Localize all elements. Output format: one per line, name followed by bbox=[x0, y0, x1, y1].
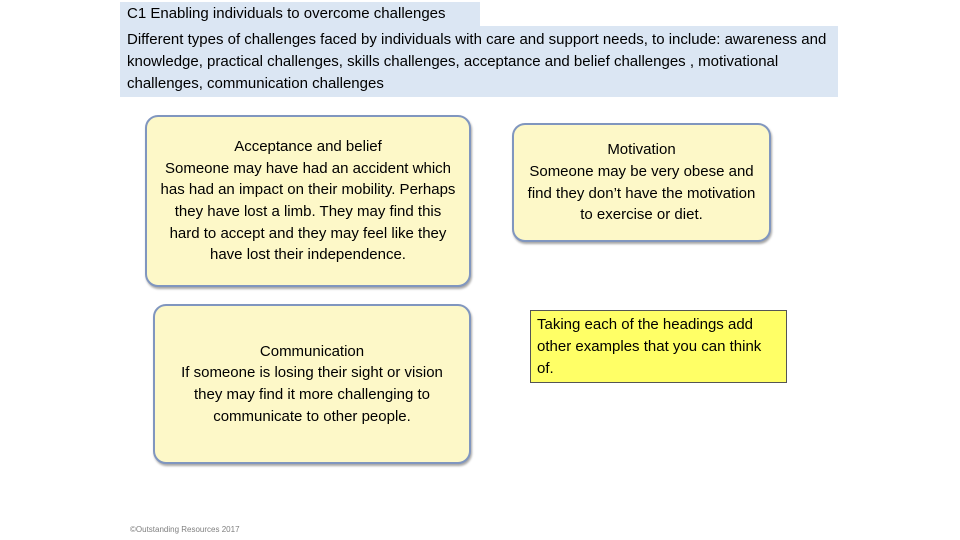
instruction-note: Taking each of the headings add other examples that you can think of. bbox=[530, 310, 787, 383]
motivation-body: Someone may be very obese and find they don’t have the motivation to exercise or diet. bbox=[527, 162, 756, 224]
motivation-heading: Motivation bbox=[607, 141, 676, 159]
acceptance-body: Someone may have had an accident which has had an impact on their mobility. Perhaps they have lost a limb. They may find this hard to accept and they may feel like they have lost their independence. bbox=[160, 159, 456, 264]
communication-card bbox=[153, 304, 471, 464]
acceptance-heading: Acceptance and belief bbox=[234, 137, 382, 155]
page-title: C1 Enabling individuals to overcome challenges bbox=[120, 2, 480, 26]
acceptance-card bbox=[145, 115, 471, 287]
motivation-card bbox=[512, 123, 771, 242]
communication-body: If someone is losing their sight or vision they may find it more challenging to communicate to other people. bbox=[181, 364, 443, 425]
communication-heading: Communication bbox=[259, 342, 365, 360]
copyright-footer: ©Outstanding Resources 2017 bbox=[130, 525, 240, 534]
intro-text: Different types of challenges faced by individuals with care and support needs, to include: awareness and knowledge, practical challenges, skills challenges, acceptance and belief challenges , motivational challenges, communication challenges bbox=[120, 26, 838, 97]
